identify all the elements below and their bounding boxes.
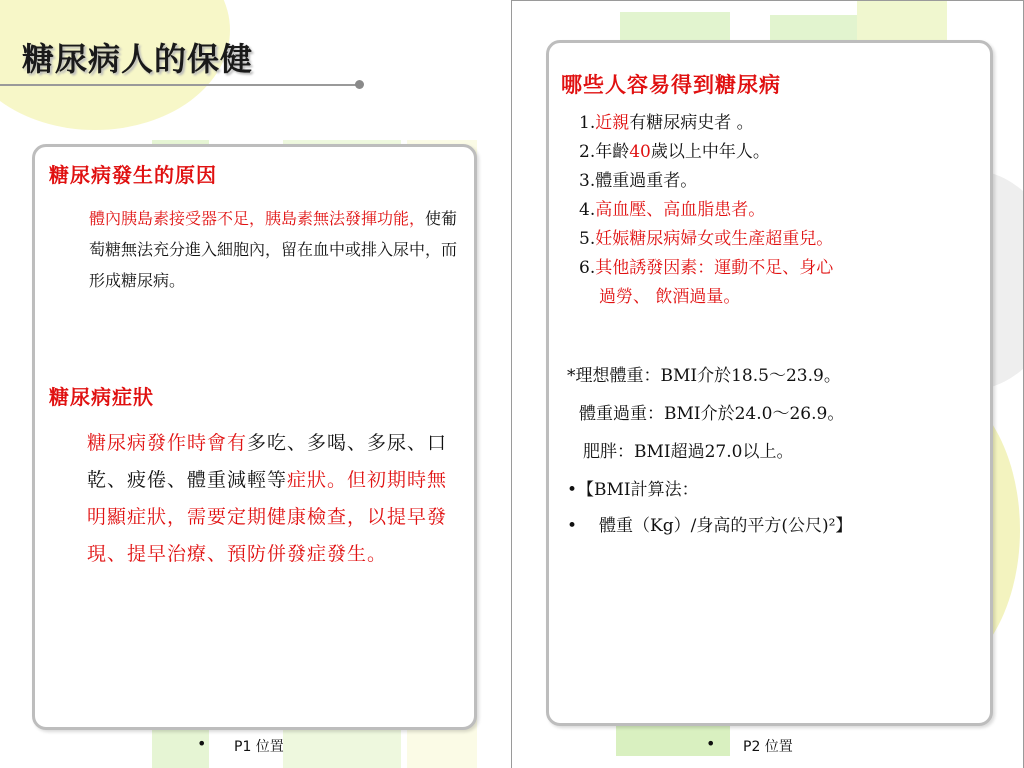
list-item-highlight: 妊娠糖尿病婦女或生產超重兒。 <box>595 229 834 249</box>
footer-bullet: • <box>706 734 716 753</box>
symptom-heading: 糖尿病症狀 <box>49 385 154 409</box>
bmi-formula <box>567 511 852 536</box>
page-border-top <box>512 0 1024 1</box>
bmi-ideal: *理想體重：BMI介於18.5～23.9。 <box>567 366 841 386</box>
symptom-text-red: 糖尿病發作時會有 <box>87 432 248 454</box>
list-item-text: 2.年齡 <box>579 142 630 162</box>
list-item-number: 1. <box>579 113 596 133</box>
footer-page-label: P2 位置 <box>743 739 793 755</box>
bmi-obese: 肥胖：BMI超過27.0以上。 <box>583 442 794 462</box>
slide-page-1 <box>0 0 511 768</box>
list-item-continuation <box>579 283 833 312</box>
bmi-overweight: 體重過重：BMI介於24.0～26.9。 <box>579 404 845 424</box>
cause-text: 使葡萄糖無法充分進入細胞內，留在血中或排入尿中，而形成糖尿病。 <box>89 209 458 290</box>
symptom-text-red-2: 症狀。但初期時無明顯症狀，需要定期健康檢查，以提早發現、提早治療、預防併發症發生。 <box>87 469 448 565</box>
list-item-text: 有糖尿病史者 。 <box>629 113 754 133</box>
footer-page-label: P1 位置 <box>234 739 284 755</box>
bullet: • <box>567 480 578 500</box>
causes-symptoms-card <box>32 144 477 730</box>
bullet: • <box>567 516 578 536</box>
list-item-highlight: 高血壓、高血脂患者。 <box>595 200 766 220</box>
list-item-text: 3.體重過重者。 <box>579 171 698 191</box>
list-item-text: 歲以上中年人。 <box>650 142 770 162</box>
bmi-formula-text: 體重（Kg）/身高的平方(公尺)²】 <box>599 516 853 536</box>
bmi-calc-text: 【BMI計算法： <box>577 480 699 500</box>
footer-bullet: • <box>197 734 207 753</box>
risk-heading: 哪些人容易得到糖尿病 <box>561 72 781 97</box>
list-item-highlight: 過勞、 飲酒過量。 <box>599 287 741 307</box>
list-item <box>579 196 833 225</box>
bmi-calc-title <box>567 475 699 500</box>
list-item <box>579 138 833 167</box>
list-item-number: 6. <box>579 258 596 278</box>
cause-text-red: 體內胰島素接受器不足，胰島素無法發揮功能， <box>89 209 426 228</box>
list-item <box>579 109 833 138</box>
risk-factor-list <box>579 109 833 312</box>
risk-factors-card <box>546 40 993 726</box>
list-item-number: 4. <box>579 200 596 220</box>
symptom-text: 多吃、多喝、多尿、口乾、疲倦、體重減輕等 <box>87 432 448 491</box>
list-item <box>579 225 833 254</box>
cause-paragraph <box>89 203 459 296</box>
cause-heading: 糖尿病發生的原因 <box>49 163 217 187</box>
page-title: 糖尿病人的保健 <box>22 40 254 78</box>
list-item <box>579 167 833 196</box>
list-item-highlight: 40 <box>629 142 651 162</box>
title-underline-dot <box>355 80 364 89</box>
title-underline <box>0 84 358 86</box>
list-item <box>579 254 833 283</box>
symptom-paragraph <box>87 425 457 573</box>
slide-page-2 <box>512 0 1024 768</box>
list-item-number: 5. <box>579 229 596 249</box>
list-item-highlight: 其他誘發因素：運動不足、身心 <box>595 258 834 278</box>
list-item-highlight: 近親 <box>595 113 630 133</box>
